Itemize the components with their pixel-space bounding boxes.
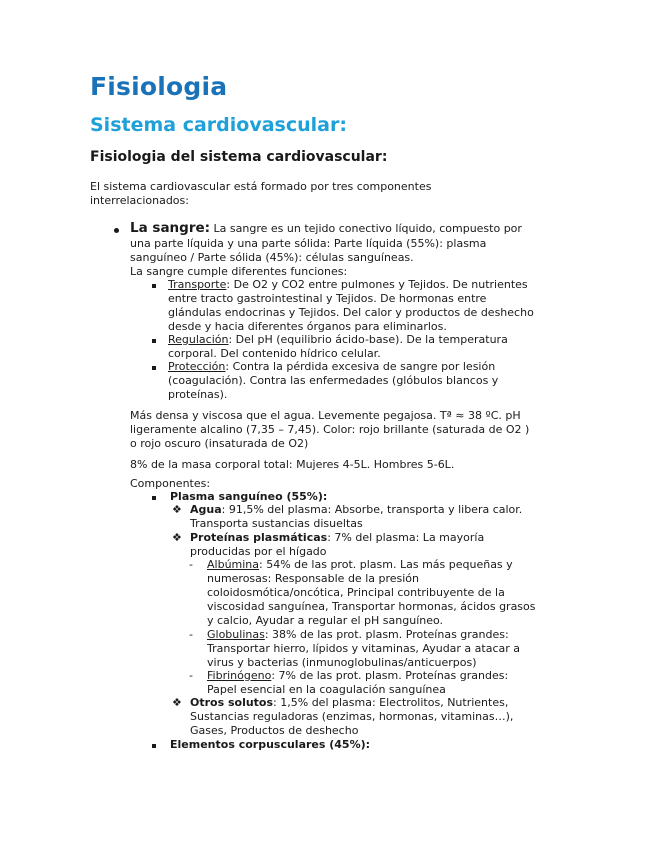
agua-text: : 91,5% del plasma: Absorbe, transporta y libera calor.	[221, 503, 523, 516]
square-bullet-icon	[152, 339, 156, 343]
fibrinogeno-item	[207, 669, 508, 683]
section-heading: Fisiologia del sistema cardiovascular:	[90, 149, 388, 165]
albumina-line: coloidosmótica/oncótica, Principal contribuyente de la	[207, 586, 505, 599]
function-proteccion	[168, 360, 495, 374]
sangre-line: una parte líquida y una parte sólida: Parte líquida (55%): plasma	[130, 237, 487, 250]
fibrinogeno-text: : 7% de las prot. plasm. Proteínas grandes:	[271, 669, 509, 682]
dash-bullet-icon: -	[189, 628, 193, 641]
function-text: : Del pH (equilibrio ácido-base). De la temperatura	[228, 333, 508, 346]
solutos-line: Gases, Productos de deshecho	[190, 724, 359, 737]
properties-line: ligeramente alcalino (7,35 – 7,45). Color: rojo brillante (saturada de O2 )	[130, 423, 530, 436]
intro-line-2: interrelacionados:	[90, 194, 189, 207]
solutos-line: Sustancias reguladoras (enzimas, hormonas, vitaminas…),	[190, 710, 514, 723]
function-label: Regulación	[168, 333, 229, 346]
function-line: proteínas).	[168, 388, 228, 401]
intro-line-1: El sistema cardiovascular está formado por tres componentes	[90, 180, 432, 193]
mass-line: 8% de la masa corporal total: Mujeres 4-5L. Hombres 5-6L.	[130, 458, 455, 471]
function-label: Protección	[168, 360, 226, 373]
agua-label: Agua	[190, 503, 222, 516]
function-text: : De O2 y CO2 entre pulmones y Tejidos. De nutrientes	[226, 278, 528, 291]
diamond-bullet-icon: ❖	[172, 531, 182, 544]
albumina-line: viscosidad sanguínea, Transportar hormonas, ácidos grasos	[207, 600, 536, 613]
albumina-text: : 54% de las prot. plasm. Las más pequeñas y	[259, 558, 513, 571]
solutos-item	[190, 696, 508, 710]
function-regulacion	[168, 333, 508, 347]
proteinas-line: producidas por el hígado	[190, 545, 327, 558]
function-label: Transporte	[168, 278, 227, 291]
sangre-line: La sangre cumple diferentes funciones:	[130, 265, 348, 278]
function-line: entre tracto gastrointestinal y Tejidos. De hormonas entre	[168, 292, 487, 305]
fibrinogeno-label: Fibrinógeno	[207, 669, 272, 682]
globulinas-label: Globulinas	[207, 628, 265, 641]
globulinas-line: virus y bacterias (inmunoglobulinas/anticuerpos)	[207, 656, 477, 669]
function-line: corporal. Del contenido hídrico celular.	[168, 347, 381, 360]
sangre-line: sanguíneo / Parte sólida (45%): células sanguíneas.	[130, 251, 414, 264]
page-subtitle: Sistema cardiovascular:	[90, 114, 347, 136]
proteinas-text: : 7% del plasma: La mayoría	[327, 531, 485, 544]
albumina-item	[207, 558, 513, 572]
fibrinogeno-line: Papel esencial en la coagulación sanguínea	[207, 683, 446, 696]
agua-item	[190, 503, 522, 517]
globulinas-item	[207, 628, 509, 642]
solutos-label: Otros solutos	[190, 696, 274, 709]
function-line: desde y hacia diferentes órganos para eliminarlos.	[168, 320, 447, 333]
agua-line: Transporta sustancias disueltas	[190, 517, 363, 530]
globulinas-line: Transportar hierro, lípidos y vitaminas, Ayudar a atacar a	[207, 642, 521, 655]
albumina-line: numerosas: Responsable de la presión	[207, 572, 420, 585]
properties-line: o rojo oscuro (insaturada de O2)	[130, 437, 309, 450]
plasma-heading: Plasma sanguíneo (55%):	[170, 490, 328, 503]
bullet-dot-icon	[114, 228, 119, 233]
proteinas-label: Proteínas plasmáticas	[190, 531, 328, 544]
sangre-first-line	[130, 222, 522, 236]
diamond-bullet-icon: ❖	[172, 503, 182, 516]
albumina-line: y calcio, Ayudar a regular el pH sanguíneo.	[207, 614, 444, 627]
square-bullet-icon	[152, 496, 156, 500]
globulinas-text: : 38% de las prot. plasm. Proteínas grandes:	[264, 628, 509, 641]
dash-bullet-icon: -	[189, 558, 193, 571]
square-bullet-icon	[152, 284, 156, 288]
solutos-text: : 1,5% del plasma: Electrolitos, Nutrientes,	[273, 696, 509, 709]
page-title: Fisiologia	[90, 72, 228, 101]
properties-line: Más densa y viscosa que el agua. Levemente pegajosa. Tª ≈ 38 ºC. pH	[130, 409, 521, 422]
square-bullet-icon	[152, 744, 156, 748]
elementos-heading: Elementos corpusculares (45%):	[170, 738, 371, 751]
components-label: Componentes:	[130, 477, 211, 490]
proteinas-item	[190, 531, 484, 545]
sangre-heading: La sangre:	[130, 220, 211, 236]
function-text: : Contra la pérdida excesiva de sangre por lesión	[225, 360, 496, 373]
albumina-label: Albúmina	[207, 558, 260, 571]
diamond-bullet-icon: ❖	[172, 696, 182, 709]
square-bullet-icon	[152, 366, 156, 370]
dash-bullet-icon: -	[189, 669, 193, 682]
function-line: glándulas endocrinas y Tejidos. Del calor y productos de deshecho	[168, 306, 534, 319]
sangre-first-line-text: La sangre es un tejido conectivo líquido, compuesto por	[210, 222, 522, 235]
function-transporte	[168, 278, 528, 292]
function-line: (coagulación). Contra las enfermedades (glóbulos blancos y	[168, 374, 499, 387]
